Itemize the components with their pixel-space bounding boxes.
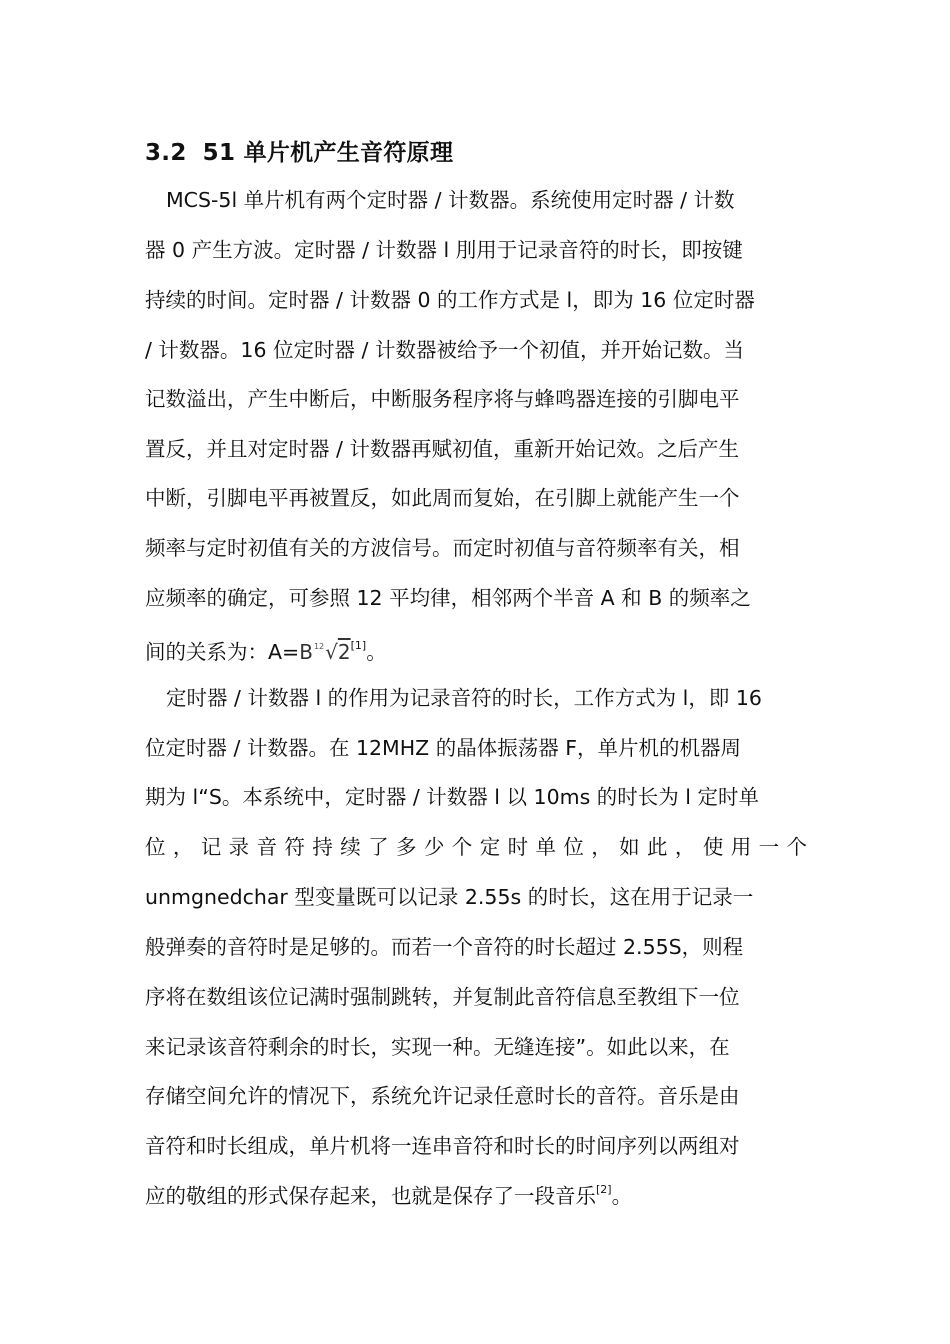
paragraph1-line-8: 频率与定时初值有关的方波信号。而定时初值与音符频率有关，相 — [145, 536, 740, 560]
paragraph2-line-11 — [145, 1182, 807, 1210]
paragraph2-line-1: 定时器 / 计数器 l 的作用为记录音符的时长，工作方式为 l，即 16 — [166, 686, 762, 710]
citation-ref-1: [1] — [350, 639, 367, 652]
paragraph2-line-8: 来记录该音符剩余的时长，实现一种。无缝连接”。如此以来，在 — [145, 1035, 730, 1059]
paragraph2-line-3: 期为 l“S。本系统中，定时器 / 计数器 l 以 10ms 的时长为 l 定时单 — [145, 785, 760, 809]
paragraph1-line-1: MCS-5l 单片机有两个定时器 / 计数器。系统使用定时器 / 计数 — [166, 188, 735, 212]
paragraph1-line-9: 应频率的确定，可参照 12 平均律，相邻两个半音 A 和 B 的频率之 — [145, 586, 751, 610]
paragraph1-line-7: 中断，引脚电平再被置反，如此周而复始，在引脚上就能产生一个 — [145, 486, 740, 510]
paragraph2-line-9: 存储空间允许的情况下，系统允许记录任意时长的音符。音乐是由 — [145, 1084, 740, 1108]
paragraph1-line-3: 持续的时间。定时器 / 计数器 0 的工作方式是 l，即为 16 位定时器 — [145, 288, 755, 312]
paragraph1-line-6: 置反，并且对定时器 / 计数器再赋初值，重新开始记效。之后产生 — [145, 437, 739, 461]
root-symbol: √ — [325, 640, 338, 664]
paragraph2-line-2: 位定时器 / 计数器。在 12MHZ 的晶体振荡器 F，单片机的机器周 — [145, 736, 742, 760]
paragraph1-line-2: 器 0 产生方波。定时器 / 计数器 l 刖用于记录音符的时长，即按键 — [145, 238, 743, 262]
section-title: 51 单片机产生音符原理 — [202, 140, 454, 166]
closing-text: 应的敬组的形式保存起来，也就是保存了一段音乐 — [145, 1184, 596, 1208]
paragraph2-line-4: 位，记录音符持续了多少个定时单位，如此，使用一个 — [145, 835, 807, 859]
formula-base: B — [299, 640, 313, 664]
formula-radicand: 2 — [337, 640, 351, 664]
paragraph1-line-10 — [145, 633, 807, 666]
sentence-end: 。 — [366, 640, 387, 664]
formula-radix: 12 — [313, 642, 325, 651]
paragraph2-line-5: unmgnedchar 型变量既可以记录 2.55s 的时长，这在用于记录一 — [145, 885, 754, 909]
twelfth-root-formula — [299, 633, 350, 666]
section-heading — [145, 134, 453, 167]
paragraph2-line-7: 序将在数组该位记满时强制跳转，并复制此音符信息至教组下一位 — [145, 985, 740, 1009]
paragraph1-line-4: / 计数器。16 位定时器 / 计数器被给予一个初值，并开始记数。当 — [145, 338, 744, 362]
paragraph1-line-5: 记数溢出，产生中断后，中断服务程序将与蜂鸣器连接的引脚电平 — [145, 387, 740, 411]
paragraph2-line-10: 音符和时长组成，单片机将一连串音符和时长的时间序列以两组对 — [145, 1134, 740, 1158]
formula-intro: 间的关系为：A= — [145, 640, 300, 664]
section-number: 3.2 — [145, 140, 187, 166]
citation-ref-2: [2] — [596, 1183, 612, 1196]
sentence-end: 。 — [611, 1184, 633, 1208]
paragraph2-line-6: 般弹奏的音符时是足够的。而若一个音符的时长超过 2.55S，则程 — [145, 935, 744, 959]
